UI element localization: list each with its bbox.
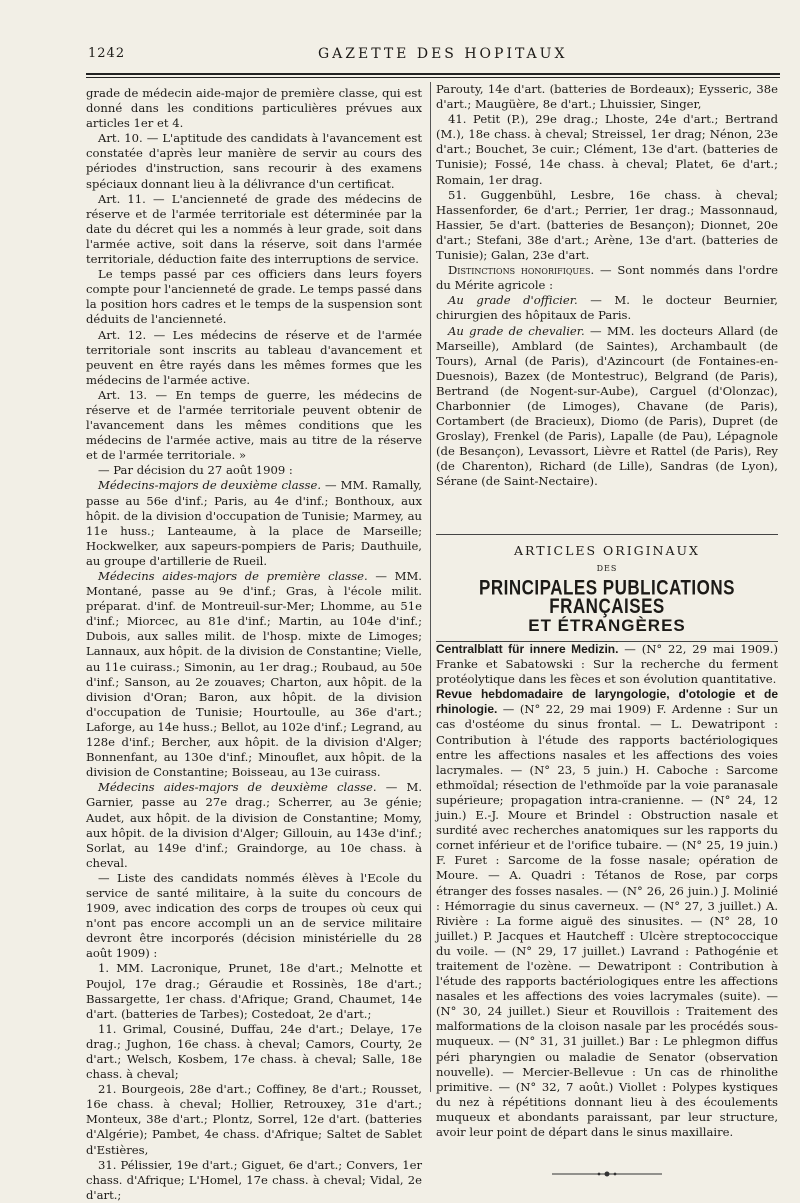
paragraph: 21. Bourgeois, 28e d'art.; Coffiney, 8e d'art.; Rousset, 16e chass. à cheval; Hollier, Retrouxey, 31e d'art.; Monteux, 38e d'art.; Plontz, Sorrel, 12e d'art. (batteries d'Algérie); Pambet, 4e chass. d'Afrique; Saltet de Sablet d'Estières,: [86, 1082, 422, 1157]
section-lead: Au grade d'officier.: [448, 293, 578, 308]
page-header: [88, 46, 778, 68]
paragraph: [86, 569, 422, 780]
paragraph: grade de médecin aide-major de première classe, qui est donné dans les conditions particulières prévues aux articles 1er et 4.: [86, 86, 422, 131]
paragraph: 51. Guggenbühl, Lesbre, 16e chass. à cheval; Hassenforder, 6e d'art.; Perrier, 1er drag.; Massonnaud, Hassier, 5e d'art. (batteries de Besançon); Dionnet, 20e d'art.; Stefani, 38e d'art.; Arène, 13e d'art. (batteries de Tunisie); Galan, 23e d'art.: [436, 187, 778, 263]
section-lead: Médecins-majors de deuxième classe.: [98, 478, 322, 493]
journal-entry: [436, 642, 778, 687]
paragraph: 41. Petit (P.), 29e drag.; Lhoste, 24e d'art.; Bertrand (M.), 18e chass. à cheval; Streissel, 1er drag; Nénon, 23e d'art.; Bouchet, 3e cuir.; Clément, 13e d'art. (batteries de Tunisie); Fossé, 14e chass. à cheval; Platet, 6e d'art.; Romain, 1er drag.: [436, 112, 778, 187]
paragraph: [86, 780, 422, 871]
journal-entry: [436, 687, 778, 1140]
section-lead: Au grade de chevalier.: [448, 323, 585, 338]
page-number: 1242: [88, 46, 126, 61]
entry-text: — (N° 22, 29 mai 1909) F. Ardenne : Sur un cas d'ostéome du sinus frontal. — L. Dewatripont : Contribution à l'étude des rapports bactériologiques entre les affections nasales et les affections des voies lacrymales. — (N° 23, 5 juin.) H. Caboche : Sarcome ethmoïdal; résection de l'ethmoïde par la voie paranasale supérieure; propagation intra-cranienne. — (N° 24, 12 juin.) E.-J. Moure et Brindel : Obstruction nasale et surdité avec recherches anatomiques sur les rapports du cornet inférieur et de l'orifice tubaire. — (N° 25, 19 juin.) F. Furet : Sarcome de la fosse nasale; opération de Moure. — A. Quadri : Tétanos de Rose, par corps étranger des fosses nasales. — (N° 26, 26 juin.) J. Molinié : Hémorragie du sinus caverneux. — (N° 27, 3 juillet.) A. Rivière : La forme aiguë des sinusites. — (N° 28, 10 juillet.) P. Jacques et Hautcheff : Ulcère streptococcique du voile. — (N° 29, 17 juillet.) Lavrand : Pathogénie et traitement de l'ozène. — Dewatripont : Contribution à l'étude des rapports bactériologiques entre les affections nasales et les affections des voies lacrymales (suite). — (N° 30, 24 juillet.) Sieur et Rouvillois : Traitement des malformations de la cloison nasale par les procédés sous-muqueux. — (N° 31, 31 juillet.) Bar : Le phlegmon diffus péri pharyngien ou maladie de Senator (observation nouvelle). — Mercier-Bellevue : Un cas de rhinolithe primitive. — (N° 32, 7 août.) Viollet : Polypes kystiques du nez à répétitions donnant lieu à des écoulements muqueux et abondants paraissant, par leur structure, avoir leur point de départ dans le sinus maxillaire.: [436, 702, 778, 1139]
header-rule-thin: [86, 77, 780, 78]
heading-line: ET ÉTRANGÈRES: [528, 615, 686, 635]
section-lead: Distinctions honorifiques.: [448, 263, 595, 278]
ornament-divider: [436, 1168, 778, 1183]
right-column: [436, 82, 778, 1183]
running-title: GAZETTE DES HOPITAUX: [318, 46, 568, 62]
section-lead: Médecins aides-majors de deuxième classe.: [98, 780, 377, 795]
paragraph: [86, 478, 422, 569]
header-rule-thick: [86, 73, 780, 75]
paragraph: [436, 324, 778, 490]
paragraph: Art. 10. — L'aptitude des candidats à l'avancement est constatée d'après leur manière de servir au cours des périodes d'instruction, sans recourir à des examens spéciaux donnant lieu à la délivrance d'un certificat.: [86, 131, 422, 191]
paragraph: 11. Grimal, Cousiné, Duffau, 24e d'art.; Delaye, 17e drag.; Jughon, 16e chass. à cheval; Camors, Courty, 2e d'art.; Welsch, Kosbem, 17e chass. à cheval; Salle, 18e chass. à cheval;: [86, 1021, 422, 1082]
paragraph: 31. Pélissier, 19e d'art.; Giguet, 6e d'art.; Convers, 1er chass. d'Afrique; L'Homel, 17e chass. à cheval; Vidal, 2e d'art.;: [86, 1157, 422, 1202]
paragraph: Le temps passé par ces officiers dans leurs foyers compte pour l'ancienneté de grade. Le temps passé dans la position hors cadres et le temps de la suspension sont déduits de l'ancienneté.: [86, 267, 422, 327]
heading-line: DES: [596, 563, 618, 573]
section-text: — M. le docteur Beurnier, chirurgien des hôpitaux de Paris.: [436, 293, 778, 323]
heading-line: PRINCIPALES PUBLICATIONS FRANÇAISES: [479, 575, 735, 619]
paragraph: — Liste des candidats nommés élèves à l'Ecole du service de santé militaire, à la suite du concours de 1909, avec indication des corps de troupes où ceux qui n'ont pas encore accompli un an de service militaire devront être incorporés (décision ministérielle du 28 août 1909) :: [86, 870, 422, 961]
paragraph: [436, 293, 778, 323]
section-text: — M. Garnier, passe au 27e drag.; Scherrer, au 3e génie; Audet, aux hôpit. de la division de Constantine; Momy, aux hôpit. de la division d'Alger; Gillouin, au 143e d'inf.; Sorlat, au 149e d'inf.; Graindorge, au 10e chass. à cheval.: [86, 780, 423, 870]
heading-line: ARTICLES ORIGINAUX: [514, 542, 700, 558]
section-text: — MM. les docteurs Allard (de Marseille), Amblard (de Saintes), Archambault (de Tours), Arnal (de Paris), d'Azincourt (de Fontaines-en-Duesnois), Bazex (de Montestruc), Belgrand (de Paris), Bertrand (de Nogent-sur-Aube), Carguel (d'Olonzac), Charbonnier (de Limoges), Chavane (de Paris), Cortambert (de Bracieux), Diomo (de Paris), Dupret (de Groslay), Frenkel (de Paris), Lapalle (de Pau), Lépagnole (de Besançon), Levassort, Lièvre et Rattel (de Paris), Rey (de Charenton), Richard (de Lille), Sandras (de Lyon), Sérane (de Saint-Nectaire).: [436, 323, 778, 489]
section-lead: Médecins aides-majors de première classe.: [98, 569, 368, 583]
entry-text: — (N° 22, 29 mai 1909.) Franke et Sabatowski : Sur la recherche du ferment protéolytique dans les fèces et son évolution quantitative.: [436, 642, 778, 687]
journal-title: Revue hebdomadaire de laryngologie, d'otologie et de rhinologie.: [436, 687, 778, 717]
section-text: — MM. Ramally, passe au 56e d'inf.; Paris, au 4e d'inf.; Bonthoux, aux hôpit. de la division d'occupation de Tunisie; Marmey, au 11e huss.; Lanteaume, à la place de Marseille; Hockwelker, aux sapeurs-pompiers de Paris; Dauthuile, au groupe d'artillerie de Rueil.: [86, 478, 422, 568]
paragraph: Parouty, 14e d'art. (batteries de Bordeaux); Eysseric, 38e d'art.; Maugüère, 8e d'art.; Lhuissier, Singer,: [436, 82, 778, 112]
left-column: [86, 86, 422, 1203]
section-text: — MM. Montané, passe au 9e d'inf.; Gras, à l'école milit. préparat. d'inf. de Montreuil-sur-Mer; Lhomme, au 51e d'inf.; Miorcec, au 81e d'inf.; Martin, au 104e d'inf.; Dubois, aux salles milit. de l'hosp. mixte de Limoges; Lannaux, aux hôpit. de la division de Constantine; Vielle, au 11e cuirass.; Simonin, au 1er drag.; Roubaud, au 50e d'inf.; Sanson, au 2e zouaves; Charton, aux hôpit. de la division d'Oran; Baron, aux hôpit. de la division d'occupation de Tunisie; Hourtoulle, au 36e d'art.; Laforge, au 14e huss.; Bellot, au 102e d'inf.; Legrand, au 128e d'inf.; Bercher, aux hôpit. de la division d'Alger; Bonnenfant, au 130e d'inf.; Minouflet, aux hôpit. de la division de Constantine; Boisseau, au 13e cuirass.: [86, 569, 422, 780]
paragraph: Art. 11. — L'ancienneté de grade des médecins de réserve et de l'armée territoriale est déterminée par la date du décret qui les a nommés à leur grade, soit dans l'armée active, soit dans la réserve, soit dans l'armée territoriale, déduction faite des interruptions de service.: [86, 191, 422, 267]
ornament-icon: [552, 1170, 662, 1178]
column-separator: [430, 82, 431, 1092]
section-heading-box: [436, 534, 778, 642]
paragraph: Art. 13. — En temps de guerre, les médecins de réserve et de l'armée territoriale peuvent obtenir de l'avancement dans les mêmes conditions que les médecins de l'armée active, mais au titre de la réserve et de l'armée territoriale. »: [86, 387, 422, 463]
paragraph: — Par décision du 27 août 1909 :: [98, 463, 293, 478]
paragraph: Art. 12. — Les médecins de réserve et de l'armée territoriale sont inscrits au tableau d'avancement et peuvent en être rayés dans les mêmes formes que les médecins de l'armée active.: [86, 327, 422, 387]
journal-title: Centralblatt für innere Medizin.: [436, 642, 619, 656]
section-text: — Sont nommés dans l'ordre du Mérite agricole :: [436, 263, 778, 293]
paragraph: 1. MM. Lacronique, Prunet, 18e d'art.; Melnotte et Poujol, 17e drag.; Géraudie et Rossinès, 18e d'art.; Bassargette, 1er chass. d'Afrique; Grand, Chaumet, 14e d'art. (batteries de Tarbes); Costedoat, 2e d'art.;: [86, 961, 422, 1021]
heading-rule: [436, 534, 778, 535]
paragraph: [436, 263, 778, 293]
